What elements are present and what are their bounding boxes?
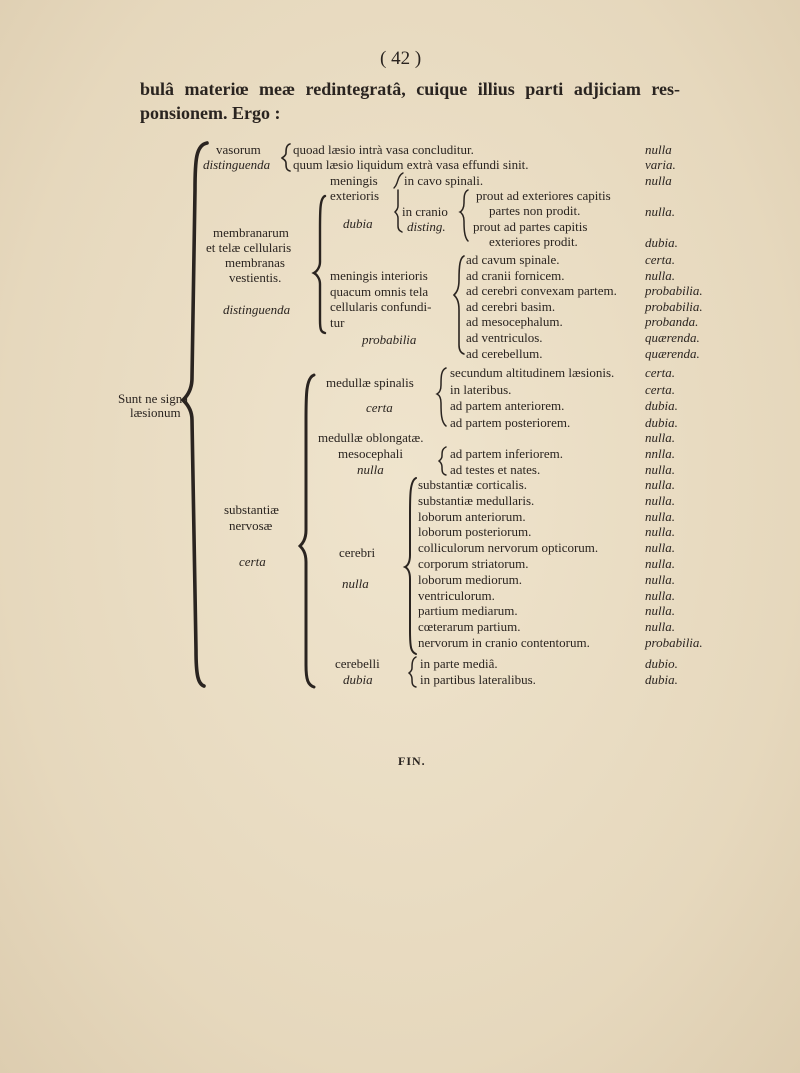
membranarum-label-4: vestientis. <box>229 270 282 285</box>
list-item: corporum striatorum. <box>418 556 529 571</box>
substantiae-note: certa <box>239 554 266 569</box>
cerebelli-note: dubia <box>343 672 373 687</box>
list-item: loborum mediorum. <box>418 571 522 587</box>
oblongatae-label: medullæ oblongatæ. <box>318 430 424 445</box>
list-item: secundum altitudinem læsionis. <box>450 365 615 380</box>
list-item: ad cerebri convexam partem. <box>466 283 617 299</box>
list-item: ad cranii fornicem. <box>466 267 565 283</box>
list-item: loborum posteriorum. <box>418 524 532 540</box>
in-cavo-verdict: nulla <box>645 173 672 188</box>
list-item: ad partem posteriorem. <box>450 414 571 430</box>
list-item-verdict: quærenda. <box>645 330 700 345</box>
list-item: ad ventriculos. <box>466 330 543 345</box>
cerebri-brace <box>405 478 416 654</box>
list-item: ad partem inferiorem. <box>450 446 563 461</box>
interioris-line2: quacum omnis tela <box>330 284 429 299</box>
list-item-verdict: certa. <box>645 252 675 267</box>
interioris-line1: meningis interioris <box>330 268 428 283</box>
substantiae-label-1: substantiæ <box>224 502 279 517</box>
cerebri-note: nulla <box>342 576 369 591</box>
list-item: ad partem anteriorem. <box>450 398 565 413</box>
in-cranio-label: in cranio <box>402 204 448 219</box>
medullae-spinalis-label: medullæ spinalis <box>326 375 414 390</box>
list-item: in partibus lateralibus. <box>420 672 536 687</box>
membranarum-label-3: membranas <box>225 255 285 270</box>
membranarum-label-1: membranarum <box>213 225 289 240</box>
membranarum-brace <box>314 196 325 333</box>
in-cranio-note: disting. <box>407 219 446 234</box>
list-item-verdict: nnlla. <box>645 446 675 461</box>
in-cranio-brace <box>460 190 468 241</box>
list-item-verdict: nulla. <box>645 619 675 635</box>
list-item: cœterarum partium. <box>418 619 521 635</box>
root-label-line1: Sunt ne signa <box>118 391 189 406</box>
list-item: ad cerebellum. <box>466 345 543 361</box>
list-item: in lateribus. <box>450 381 512 397</box>
cerebelli-label: cerebelli <box>335 656 380 671</box>
interioris-note: probabilia <box>362 332 417 347</box>
mesocephali-note: nulla <box>357 462 384 477</box>
cerebelli-brace <box>409 657 416 687</box>
list-item-verdict: nulla. <box>645 477 675 492</box>
list-item-verdict: dubio. <box>645 656 678 671</box>
meningis-label: meningis <box>330 173 378 188</box>
prout1-verdict: nulla. <box>645 204 675 219</box>
list-item-verdict: nulla. <box>645 524 675 540</box>
interioris-line3: cellularis confundi- <box>330 299 432 314</box>
list-item-verdict: probabilia. <box>645 298 703 314</box>
list-item-verdict: nulla. <box>645 267 675 283</box>
list-item: ad cerebri basim. <box>466 298 556 314</box>
list-item-verdict: nulla. <box>645 508 675 524</box>
list-item: ad mesocephalum. <box>466 314 563 330</box>
list-item-verdict: probanda. <box>645 314 699 330</box>
vasorum-brace <box>282 144 290 171</box>
mesocephali-brace <box>439 447 446 475</box>
list-item-verdict: quærenda. <box>645 345 700 361</box>
list-item: ventriculorum. <box>418 587 495 603</box>
mesocephali-label: mesocephali <box>338 446 403 461</box>
list-item: substantiæ medullaris. <box>418 492 535 508</box>
list-item-verdict: nulla. <box>645 571 675 587</box>
vasorum-item-2: quum læsio liquidum extrà vasa effundi sinit. <box>293 157 529 172</box>
membranarum-note: distinguenda <box>223 302 291 317</box>
list-item-verdict: certa. <box>645 365 675 380</box>
list-item-verdict: nulla. <box>645 492 675 508</box>
list-item: nervorum in cranio contentorum. <box>418 635 590 650</box>
list-item: ad cavum spinale. <box>466 252 560 267</box>
root-label-line2: læsionum <box>130 405 181 420</box>
vasorum-label: vasorum <box>216 142 261 157</box>
fin-label: FIN. <box>398 754 426 768</box>
substantiae-brace <box>300 375 314 687</box>
vasorum-verdict-2: varia. <box>645 157 676 172</box>
interioris-line4: tur <box>330 315 345 330</box>
in-cavo-spinali: in cavo spinali. <box>404 173 484 188</box>
list-item: colliculorum nervorum opticorum. <box>418 540 599 556</box>
list-item-verdict: nulla. <box>645 587 675 603</box>
list-item-verdict: dubia. <box>645 672 678 687</box>
list-item-verdict: dubia. <box>645 414 678 430</box>
list-item-verdict: nulla. <box>645 540 675 556</box>
exterioris-note: dubia <box>343 216 373 231</box>
list-item: partium mediarum. <box>418 603 518 619</box>
prout2-verdict: dubia. <box>645 235 678 250</box>
bleed-through-texture <box>440 782 444 799</box>
list-item-verdict: dubia. <box>645 398 678 413</box>
list-item: substantiæ corticalis. <box>418 477 528 492</box>
substantiae-label-2: nervosæ <box>229 518 273 533</box>
cerebri-label: cerebri <box>339 545 376 560</box>
page-number: ( 42 ) <box>380 48 422 69</box>
oblongatae-verdict: nulla. <box>645 430 675 445</box>
list-item: loborum anteriorum. <box>418 508 526 524</box>
list-item-verdict: probabilia. <box>645 635 703 650</box>
exterioris-label: exterioris <box>330 188 380 203</box>
medullae-spinalis-note: certa <box>366 400 393 415</box>
membranarum-label-2: et telæ cellularis <box>206 240 292 255</box>
list-item-verdict: nulla. <box>645 603 675 619</box>
vasorum-verdict-1: nulla <box>645 142 672 157</box>
prout2-line1: prout ad partes capitis <box>473 219 588 234</box>
list-item-verdict: nulla. <box>645 462 675 477</box>
intro-line-2: ponsionem. Ergo : <box>140 103 281 123</box>
prout1-line2: partes non prodit. <box>489 203 581 218</box>
list-item: ad testes et nates. <box>450 462 541 477</box>
list-item-verdict: nulla. <box>645 556 675 571</box>
prout2-line2: exteriores prodit. <box>489 234 578 249</box>
root-brace <box>183 143 207 686</box>
prout1-line1: prout ad exteriores capitis <box>476 188 611 203</box>
exterioris-brace <box>395 190 402 232</box>
list-item-verdict: certa. <box>645 381 675 397</box>
medullae-brace <box>437 368 446 426</box>
vasorum-item-1: quoad læsio intrà vasa concluditur. <box>293 142 474 157</box>
intro-line-1: bulâ materiœ meæ redintegratâ, cuique illius parti adjiciam res- <box>140 79 680 99</box>
vasorum-note: distinguenda <box>203 157 271 172</box>
list-item-verdict: probabilia. <box>645 283 703 299</box>
interior-brace <box>454 256 464 354</box>
list-item: in parte mediâ. <box>420 656 498 671</box>
meningis-brace <box>394 173 403 188</box>
